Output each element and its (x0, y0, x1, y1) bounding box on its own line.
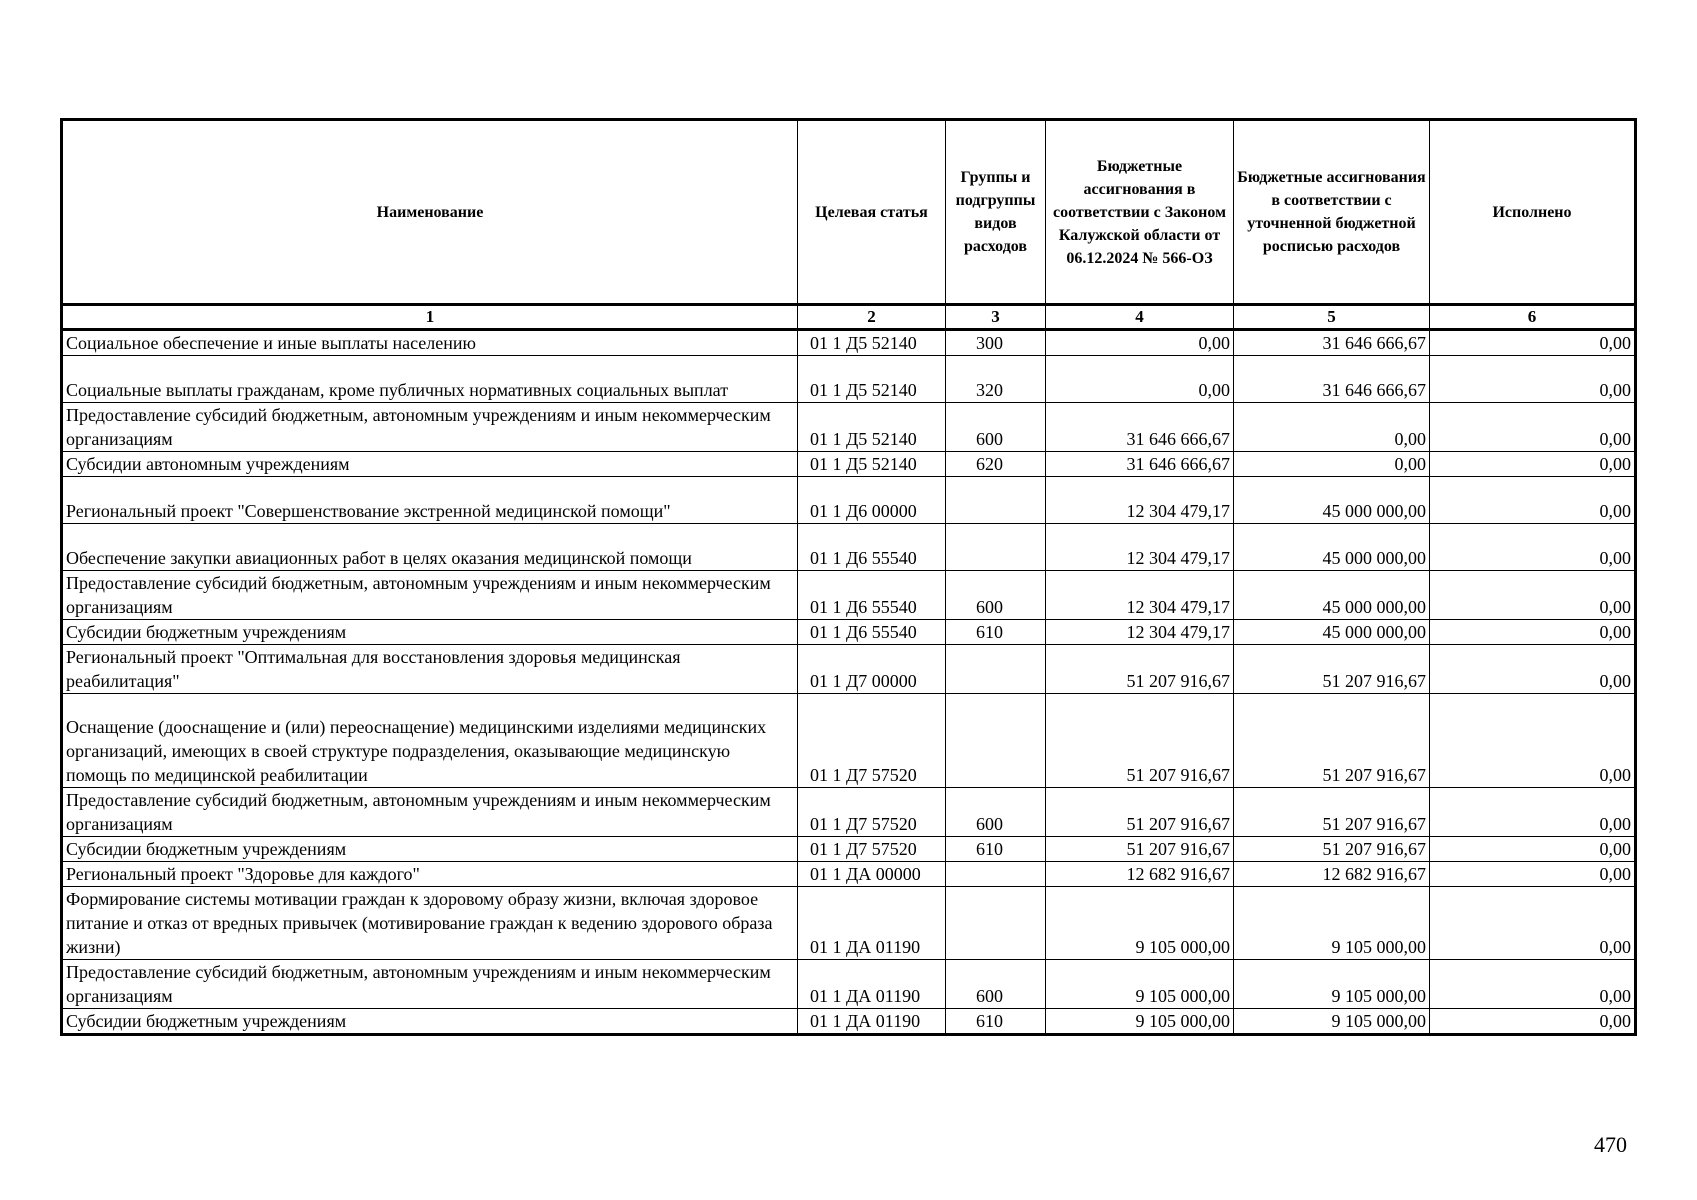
row-refined-amount-cell: 51 207 916,67 (1234, 837, 1430, 862)
row-target-article-cell: 01 1 ДА 01190 (798, 960, 946, 1009)
row-refined-amount-cell: 9 105 000,00 (1234, 887, 1430, 960)
row-name-cell: Формирование системы мотивации граждан к здоровому образу жизни, включая здоровое питание и отказ от вредных привычек (мотивирование граждан к ведению здорового образа жизни) (62, 887, 798, 960)
row-law-amount-cell: 0,00 (1046, 330, 1234, 356)
row-law-amount-cell: 12 304 479,17 (1046, 571, 1234, 620)
row-target-article-cell: 01 1 Д6 00000 (798, 477, 946, 524)
row-expense-group-cell: 610 (946, 620, 1046, 645)
column-number: 2 (798, 305, 946, 330)
row-expense-group-cell (946, 477, 1046, 524)
row-target-article-cell: 01 1 Д7 57520 (798, 694, 946, 788)
row-expense-group-cell: 600 (946, 571, 1046, 620)
table-row (62, 694, 1636, 788)
table-row (62, 837, 1636, 862)
row-executed-amount-cell: 0,00 (1430, 694, 1636, 788)
row-executed-amount-cell: 0,00 (1430, 356, 1636, 403)
row-refined-amount-cell: 45 000 000,00 (1234, 620, 1430, 645)
header-name: Наименование (62, 120, 798, 305)
table-row (62, 403, 1636, 452)
row-name-cell: Предоставление субсидий бюджетным, автономным учреждениям и иным некоммерческим организациям (62, 571, 798, 620)
table-row (62, 960, 1636, 1009)
row-executed-amount-cell: 0,00 (1430, 960, 1636, 1009)
row-law-amount-cell: 9 105 000,00 (1046, 1009, 1234, 1035)
row-refined-amount-cell: 0,00 (1234, 403, 1430, 452)
row-refined-amount-cell: 45 000 000,00 (1234, 477, 1430, 524)
row-expense-group-cell (946, 887, 1046, 960)
row-refined-amount-cell: 31 646 666,67 (1234, 356, 1430, 403)
row-refined-amount-cell: 51 207 916,67 (1234, 645, 1430, 694)
row-target-article-cell: 01 1 Д6 55540 (798, 571, 946, 620)
row-executed-amount-cell: 0,00 (1430, 645, 1636, 694)
row-name-cell: Социальные выплаты гражданам, кроме публичных нормативных социальных выплат (62, 356, 798, 403)
row-law-amount-cell: 9 105 000,00 (1046, 960, 1234, 1009)
row-executed-amount-cell: 0,00 (1430, 887, 1636, 960)
table-row (62, 330, 1636, 356)
row-law-amount-cell: 51 207 916,67 (1046, 788, 1234, 837)
row-executed-amount-cell: 0,00 (1430, 837, 1636, 862)
row-refined-amount-cell: 9 105 000,00 (1234, 960, 1430, 1009)
row-executed-amount-cell: 0,00 (1430, 571, 1636, 620)
row-refined-amount-cell: 45 000 000,00 (1234, 524, 1430, 571)
row-executed-amount-cell: 0,00 (1430, 524, 1636, 571)
row-refined-amount-cell: 51 207 916,67 (1234, 788, 1430, 837)
row-target-article-cell: 01 1 ДА 01190 (798, 1009, 946, 1035)
header-law-allocations: Бюджетные ассигнования в соответствии с Законом Калужской области от 06.12.2024 № 566-ОЗ (1046, 120, 1234, 305)
row-law-amount-cell: 51 207 916,67 (1046, 694, 1234, 788)
row-name-cell: Субсидии автономным учреждениям (62, 452, 798, 477)
budget-table-container (60, 118, 1634, 1036)
row-law-amount-cell: 12 304 479,17 (1046, 477, 1234, 524)
row-law-amount-cell: 31 646 666,67 (1046, 452, 1234, 477)
row-name-cell: Предоставление субсидий бюджетным, автономным учреждениям и иным некоммерческим организациям (62, 788, 798, 837)
row-expense-group-cell (946, 524, 1046, 571)
row-target-article-cell: 01 1 Д6 55540 (798, 524, 946, 571)
column-number-row (62, 305, 1636, 330)
column-number: 3 (946, 305, 1046, 330)
table-row (62, 1009, 1636, 1035)
row-name-cell: Предоставление субсидий бюджетным, автономным учреждениям и иным некоммерческим организациям (62, 403, 798, 452)
row-law-amount-cell: 12 304 479,17 (1046, 524, 1234, 571)
row-target-article-cell: 01 1 Д5 52140 (798, 452, 946, 477)
row-law-amount-cell: 9 105 000,00 (1046, 887, 1234, 960)
row-refined-amount-cell: 9 105 000,00 (1234, 1009, 1430, 1035)
row-executed-amount-cell: 0,00 (1430, 862, 1636, 887)
row-name-cell: Оснащение (дооснащение и (или) переоснащение) медицинскими изделиями медицинских организаций, имеющих в своей структуре подразделения, оказывающие медицинскую помощь по медицинской реабилитации (62, 694, 798, 788)
row-name-cell: Региональный проект "Оптимальная для восстановления здоровья медицинская реабилитация" (62, 645, 798, 694)
row-executed-amount-cell: 0,00 (1430, 452, 1636, 477)
table-body (62, 330, 1636, 1035)
row-target-article-cell: 01 1 Д7 00000 (798, 645, 946, 694)
table-row (62, 452, 1636, 477)
row-executed-amount-cell: 0,00 (1430, 1009, 1636, 1035)
table-row (62, 887, 1636, 960)
row-target-article-cell: 01 1 ДА 00000 (798, 862, 946, 887)
row-expense-group-cell: 600 (946, 960, 1046, 1009)
page-number: 470 (1594, 1132, 1627, 1157)
row-refined-amount-cell: 45 000 000,00 (1234, 571, 1430, 620)
table-row (62, 620, 1636, 645)
row-name-cell: Обеспечение закупки авиационных работ в целях оказания медицинской помощи (62, 524, 798, 571)
row-target-article-cell: 01 1 Д7 57520 (798, 837, 946, 862)
row-law-amount-cell: 51 207 916,67 (1046, 837, 1234, 862)
row-expense-group-cell: 600 (946, 403, 1046, 452)
row-target-article-cell: 01 1 Д7 57520 (798, 788, 946, 837)
header-executed: Исполнено (1430, 120, 1636, 305)
row-target-article-cell: 01 1 Д5 52140 (798, 356, 946, 403)
row-name-cell: Региональный проект "Здоровье для каждого" (62, 862, 798, 887)
row-law-amount-cell: 12 682 916,67 (1046, 862, 1234, 887)
row-expense-group-cell (946, 862, 1046, 887)
row-expense-group-cell: 610 (946, 1009, 1046, 1035)
row-expense-group-cell: 620 (946, 452, 1046, 477)
row-expense-group-cell: 300 (946, 330, 1046, 356)
row-expense-group-cell: 320 (946, 356, 1046, 403)
row-executed-amount-cell: 0,00 (1430, 788, 1636, 837)
row-law-amount-cell: 0,00 (1046, 356, 1234, 403)
table-row (62, 571, 1636, 620)
column-number: 1 (62, 305, 798, 330)
column-number: 5 (1234, 305, 1430, 330)
row-name-cell: Субсидии бюджетным учреждениям (62, 1009, 798, 1035)
table-row (62, 477, 1636, 524)
row-expense-group-cell: 610 (946, 837, 1046, 862)
row-law-amount-cell: 12 304 479,17 (1046, 620, 1234, 645)
column-number: 4 (1046, 305, 1234, 330)
row-target-article-cell: 01 1 Д5 52140 (798, 403, 946, 452)
header-row (62, 120, 1636, 305)
budget-execution-table (60, 118, 1637, 1036)
row-law-amount-cell: 31 646 666,67 (1046, 403, 1234, 452)
row-name-cell: Субсидии бюджетным учреждениям (62, 620, 798, 645)
row-expense-group-cell: 600 (946, 788, 1046, 837)
row-law-amount-cell: 51 207 916,67 (1046, 645, 1234, 694)
row-executed-amount-cell: 0,00 (1430, 403, 1636, 452)
row-target-article-cell: 01 1 Д6 55540 (798, 620, 946, 645)
row-target-article-cell: 01 1 Д5 52140 (798, 330, 946, 356)
row-refined-amount-cell: 31 646 666,67 (1234, 330, 1430, 356)
table-row (62, 862, 1636, 887)
row-refined-amount-cell: 12 682 916,67 (1234, 862, 1430, 887)
table-row (62, 788, 1636, 837)
row-name-cell: Предоставление субсидий бюджетным, автономным учреждениям и иным некоммерческим организациям (62, 960, 798, 1009)
column-number: 6 (1430, 305, 1636, 330)
row-name-cell: Региональный проект "Совершенствование экстренной медицинской помощи" (62, 477, 798, 524)
row-executed-amount-cell: 0,00 (1430, 620, 1636, 645)
row-name-cell: Социальное обеспечение и иные выплаты населению (62, 330, 798, 356)
row-target-article-cell: 01 1 ДА 01190 (798, 887, 946, 960)
row-name-cell: Субсидии бюджетным учреждениям (62, 837, 798, 862)
table-row (62, 645, 1636, 694)
table-row (62, 524, 1636, 571)
row-executed-amount-cell: 0,00 (1430, 477, 1636, 524)
table-row (62, 356, 1636, 403)
row-refined-amount-cell: 51 207 916,67 (1234, 694, 1430, 788)
header-refined-allocations: Бюджетные ассигнования в соответствии с уточненной бюджетной росписью расходов (1234, 120, 1430, 305)
header-expense-groups: Группы и подгруппы видов расходов (946, 120, 1046, 305)
row-expense-group-cell (946, 694, 1046, 788)
row-refined-amount-cell: 0,00 (1234, 452, 1430, 477)
row-expense-group-cell (946, 645, 1046, 694)
row-executed-amount-cell: 0,00 (1430, 330, 1636, 356)
header-target-article: Целевая статья (798, 120, 946, 305)
